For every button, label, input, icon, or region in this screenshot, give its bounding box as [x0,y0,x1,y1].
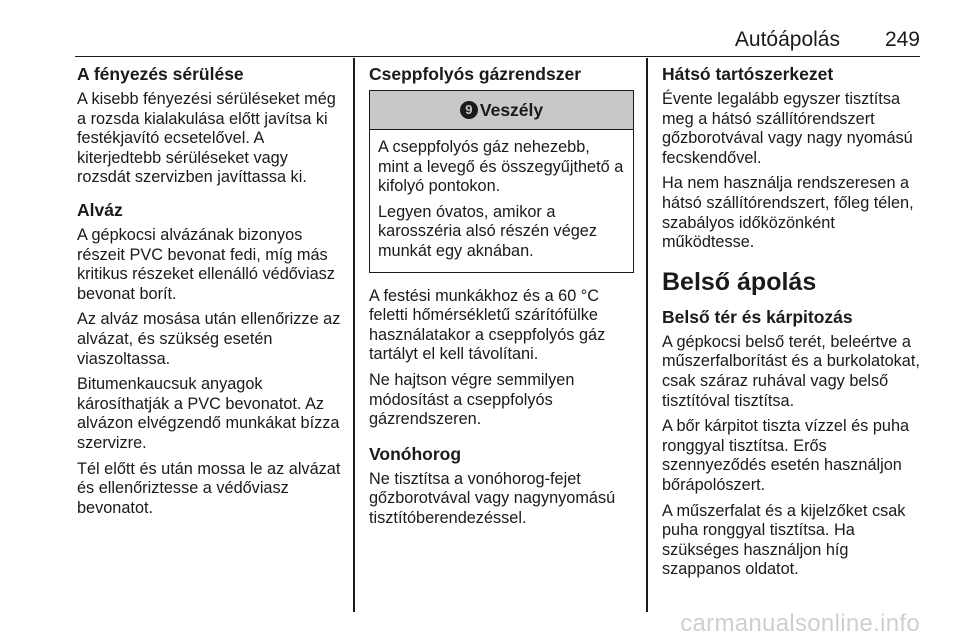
section-heading: Alváz [77,199,123,220]
paragraph: Bitumenkaucsuk anyagok károsíthatják a PVC bevonatot. Az alvázon elvégzendő munkákat bízza szervizre. [77,375,340,452]
section-heading: Belső tér és kárpitozás [662,306,853,327]
paragraph: A gépkocsi alvázának bizonyos részeit PVC bevonat fedi, míg más kritikus részeket ellenálló védőviasz bevonat borít. [77,225,335,303]
section-interior [662,307,928,580]
paragraph: A cseppfolyós gáz nehezebb, mint a levegő és összegyűjthető a kifolyó pontokon. [378,138,624,196]
watermark: carmanualsonline.info [680,610,920,637]
paragraph: Ne tisztítsa a vonóhorog-fejet gőzborotvával vagy nagynyomású tisztítóberendezéssel. [369,469,616,527]
section-heading: Vonóhorog [369,443,462,464]
danger-icon: 9 [460,101,478,119]
section-heading: Hátsó tartószerkezet [662,64,834,84]
section-rear-carrier [662,64,928,253]
paragraph: A festési munkákhoz és a 60 °C feletti hőmérsékletű szárítófülke használatakor a cseppfolyós gáz tartályt el kell távolítani. [369,286,606,364]
section-heading: Cseppfolyós gázrendszer [369,64,581,84]
paragraph: A bőr kárpitot tiszta vízzel és puha ronggyal tisztítsa. Erős szennyeződés esetén használjon bőrápolószert. [662,417,910,494]
paragraph: Ha nem használja rendszeresen a hátsó szállítórendszert, főleg télen, szabályos időközönként működtesse. [662,174,914,252]
column-1 [77,64,343,530]
paragraph: Az alváz mosása után ellenőrizze az alvázat, és szükség esetén viaszoltassa. [77,310,341,368]
section-underbody [77,200,343,518]
section-tow-hitch [369,444,634,529]
paragraph: Évente legalább egyszer tisztítsa meg a hátsó szállítórendszert gőzborotvával vagy nagy nyomású fecskendővel. [662,90,913,167]
column-2 [369,64,634,541]
column-divider [353,58,355,612]
paragraph: A műszerfalat és a kijelzőket csak puha ronggyal tisztítsa. Ha szükséges használjon híg szappanos oldatot. [662,501,906,579]
column-divider [646,58,648,612]
column-3 [662,64,928,586]
page-title: Autóápolás [734,28,840,51]
paragraph: A gépkocsi belső terét, beleértve a műszerfalborítást és a burkolatokat, csak száraz ruhával vagy belső tisztítóval tisztítsa. [662,332,920,410]
paragraph: Legyen óvatos, amikor a karosszéria alsó részén végez munkát egy aknában. [378,202,597,260]
warning-box [369,90,634,273]
paragraph: Tél előtt és után mossa le az alvázat és ellenőriztesse a védőviasz bevonatot. [77,459,341,517]
paragraph: Ne hajtson végre semmilyen módosítást a cseppfolyós gázrendszeren. [369,370,575,429]
warning-header [370,91,633,130]
paragraph: A kisebb fényezési sérüléseket még a rozsda kialakulása előtt javítsa ki festékjavító ecsetelővel. A kiterjedtebb sérüléseket vagy rozsdát szervizben javíttassa ki. [77,90,336,187]
page-header [75,22,920,57]
section-heading: A fényezés sérülése [77,64,244,84]
section-paint-damage [77,64,343,188]
page-number: 249 [884,28,920,51]
warning-title: Veszély [479,99,544,120]
chapter-heading: Belső ápolás [662,267,817,296]
warning-body [370,130,633,272]
